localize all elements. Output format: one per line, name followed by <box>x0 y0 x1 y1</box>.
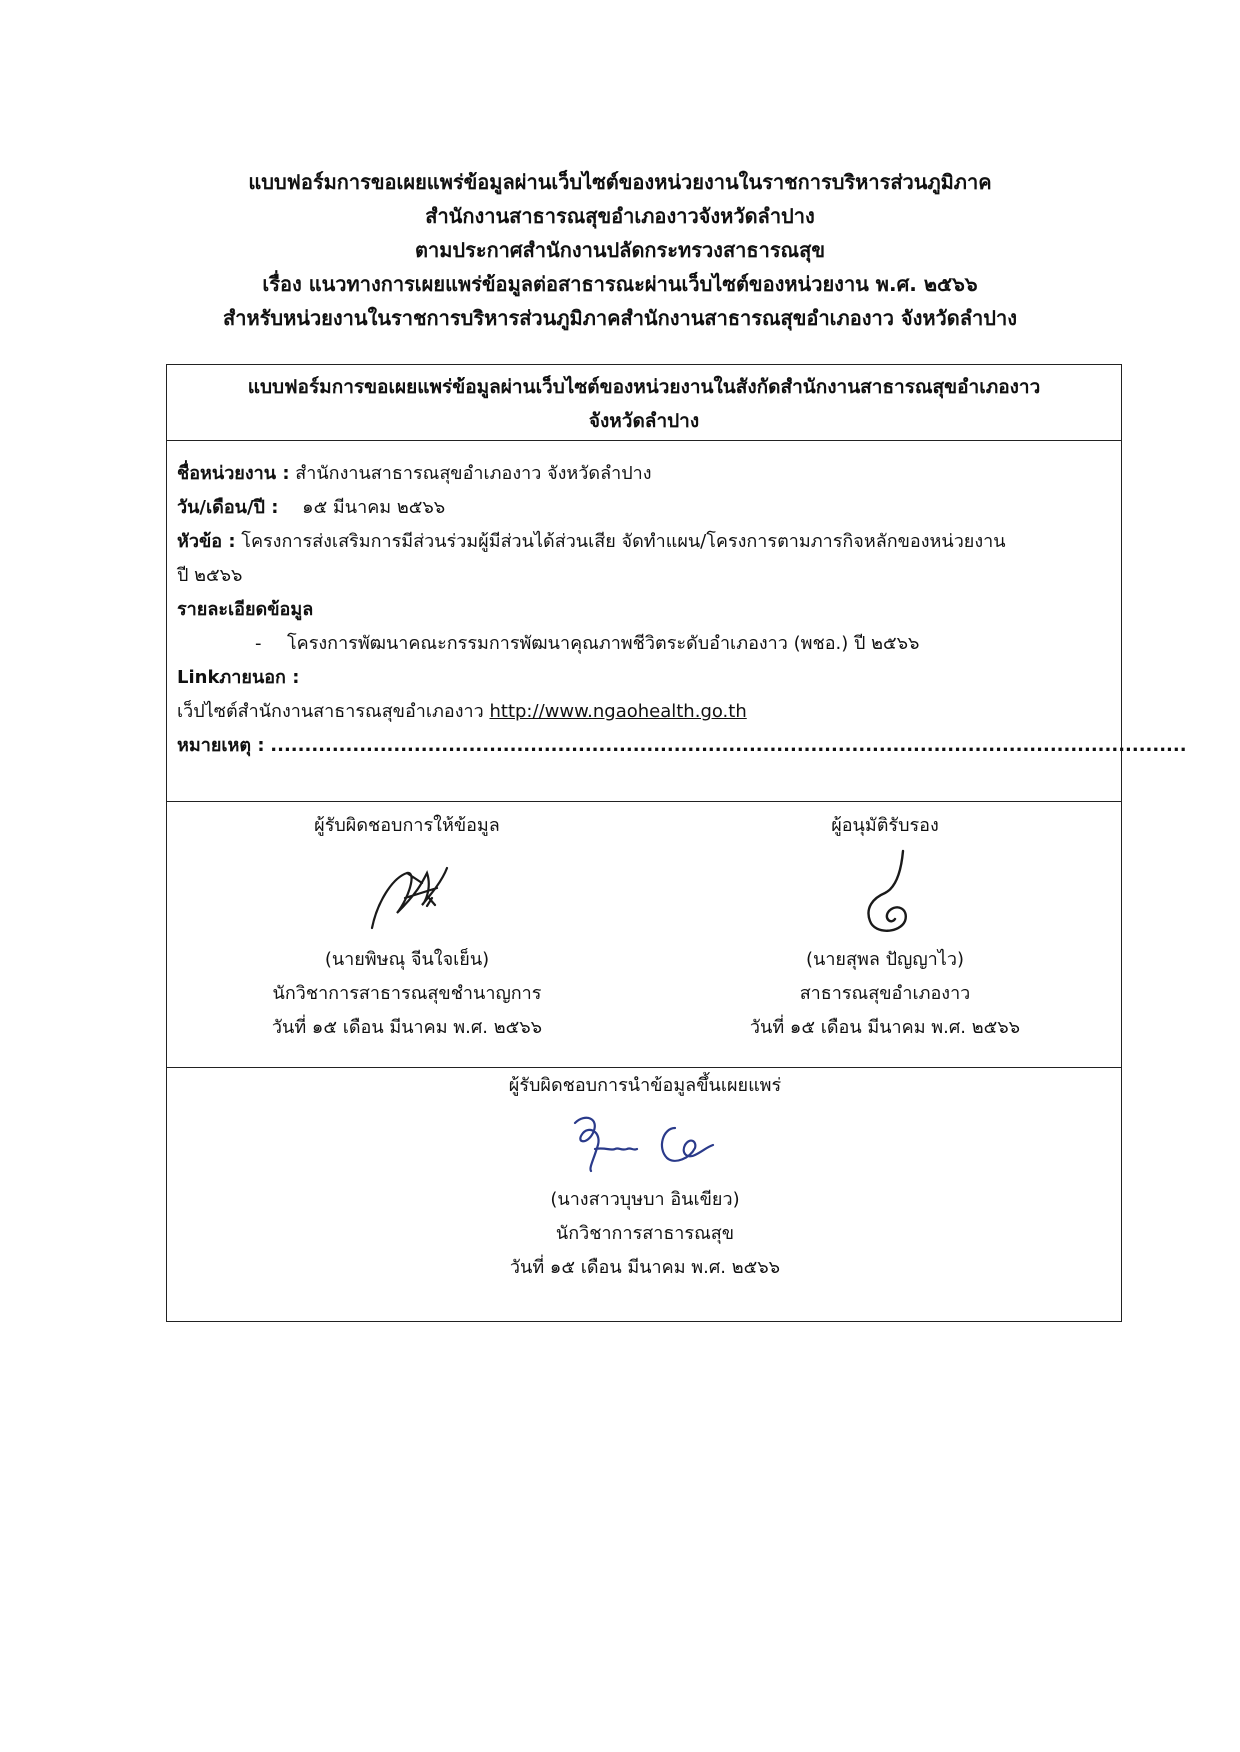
signature-right-icon <box>825 843 945 943</box>
signer-name-left: (นายพิษณุ จีนใจเย็น) <box>324 949 490 970</box>
link-label: Linkภายนอก : <box>177 667 300 688</box>
link-row <box>177 695 1113 729</box>
topic-row <box>177 525 1113 559</box>
signature-role-left: ผู้รับผิดชอบการให้ข้อมูล <box>314 815 500 836</box>
divider-signatures <box>167 801 1121 802</box>
detail-dash: - <box>255 633 262 654</box>
header-line-3: ตามประกาศสำนักงานปลัดกระทรวงสาธารณสุข <box>414 238 825 262</box>
topic-value: โครงการส่งเสริมการมีส่วนร่วมผู้มีส่วนได้ส่วนเสีย จัดทำแผน/โครงการตามภารกิจหลักของหน่วยงาน <box>241 531 1006 552</box>
signature-role-bottom: ผู้รับผิดชอบการนำข้อมูลขึ้นเผยแพร่ <box>508 1075 782 1096</box>
note-row <box>177 729 1187 763</box>
external-link[interactable]: http://www.ngaohealth.go.th <box>489 701 747 722</box>
note-label: หมายเหตุ : <box>177 735 265 756</box>
topic-row-continued: ปี ๒๕๖๖ <box>177 565 243 586</box>
divider-publisher <box>167 1067 1121 1068</box>
signer-position-bottom: นักวิชาการสาธารณสุข <box>555 1223 735 1244</box>
signer-position-left: นักวิชาการสาธารณสุขชำนาญการ <box>272 983 542 1004</box>
signature-block-bottom <box>435 1069 855 1285</box>
date-value: ๑๕ มีนาคม ๒๕๖๖ <box>302 497 446 518</box>
header-line-4: เรื่อง แนวทางการเผยแพร่ข้อมูลต่อสาธารณะผ่านเว็บไซต์ของหน่วยงาน พ.ศ. ๒๕๖๖ <box>262 272 978 296</box>
link-description: เว็ปไซต์สำนักงานสาธารณสุขอำเภองาว <box>177 701 484 722</box>
signature-role-right: ผู้อนุมัติรับรอง <box>831 815 939 836</box>
detail-item <box>177 627 1113 661</box>
topic-label: หัวข้อ : <box>177 531 236 552</box>
signature-block-left <box>197 809 617 1045</box>
header-line-1: แบบฟอร์มการขอเผยแพร่ข้อมูลผ่านเว็บไซต์ของหน่วยงานในราชการบริหารส่วนภูมิภาค <box>248 170 992 194</box>
details-label: รายละเอียดข้อมูล <box>177 599 314 620</box>
header-line-2: สำนักงานสาธารณสุขอำเภองาวจังหวัดลำปาง <box>425 204 815 228</box>
agency-row <box>177 457 1113 491</box>
signature-block-right <box>675 809 1095 1045</box>
note-value: ...................................................................................................................................... <box>270 735 1187 756</box>
date-label: วัน/เดือน/ปี : <box>177 497 279 518</box>
form-title-line-1: แบบฟอร์มการขอเผยแพร่ข้อมูลผ่านเว็บไซต์ของหน่วยงานในสังกัดสำนักงานสาธารณสุขอำเภองาว <box>247 376 1041 398</box>
form-title-line-2: จังหวัดลำปาง <box>588 410 700 432</box>
signer-position-right: สาธารณสุขอำเภองาว <box>799 983 971 1004</box>
document-header <box>150 165 1090 335</box>
agency-label: ชื่อหน่วยงาน : <box>177 463 290 484</box>
form-title <box>167 365 1121 441</box>
signature-bottom-icon <box>545 1103 745 1183</box>
detail-item-text: โครงการพัฒนาคณะกรรมการพัฒนาคุณภาพชีวิตระดับอำเภองาว (พชอ.) ปี ๒๕๖๖ <box>287 633 920 654</box>
publication-form <box>166 364 1187 1322</box>
header-line-5: สำหรับหน่วยงานในราชการบริหารส่วนภูมิภาคสำนักงานสาธารณสุขอำเภองาว จังหวัดลำปาง <box>223 306 1017 330</box>
signature-left-icon <box>347 843 467 943</box>
date-row <box>177 491 1113 525</box>
signer-name-bottom: (นางสาวบุษบา อินเขียว) <box>550 1189 740 1210</box>
agency-value: สำนักงานสาธารณสุขอำเภองาว จังหวัดลำปาง <box>295 463 652 484</box>
form-info <box>177 457 1187 763</box>
signature-date-right: วันที่ ๑๕ เดือน มีนาคม พ.ศ. ๒๕๖๖ <box>749 1017 1021 1038</box>
signature-date-left: วันที่ ๑๕ เดือน มีนาคม พ.ศ. ๒๕๖๖ <box>271 1017 543 1038</box>
signature-date-bottom: วันที่ ๑๕ เดือน มีนาคม พ.ศ. ๒๕๖๖ <box>509 1257 781 1278</box>
signer-name-right: (นายสุพล ปัญญาไว) <box>806 949 964 970</box>
